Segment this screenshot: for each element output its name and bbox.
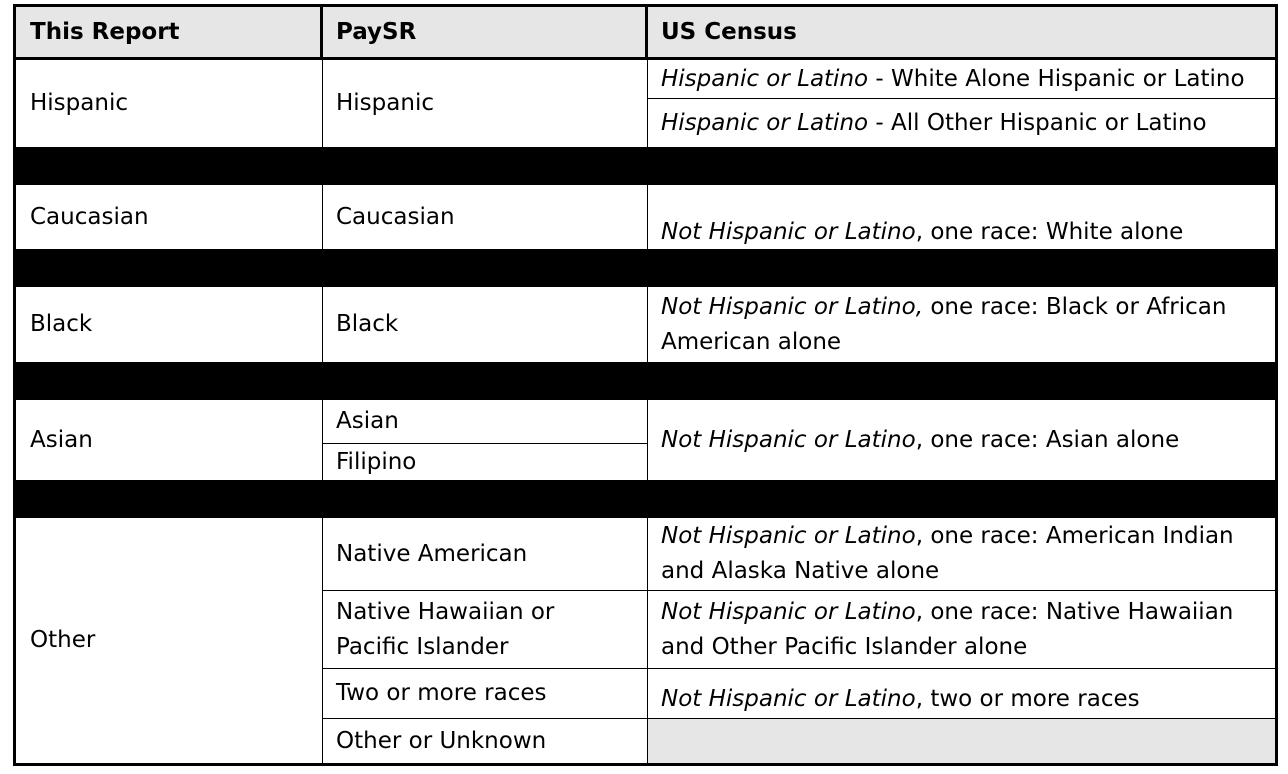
group-separator	[16, 362, 1275, 400]
paysr-asian: Asian	[336, 408, 399, 434]
paysr-native-american: Native American	[336, 540, 528, 567]
census-black	[647, 287, 1275, 362]
row-rule	[322, 443, 647, 444]
census-native-hawaiian	[647, 591, 1275, 668]
census-italic-term: Not Hispanic or Latino	[661, 686, 916, 712]
census-italic-term: Not Hispanic or Latino	[661, 219, 916, 245]
census-text: - White Alone Hispanic or Latino	[868, 65, 1245, 92]
group-separator	[16, 249, 1275, 287]
report-hispanic: Hispanic	[30, 90, 128, 116]
header-this-report: This Report	[16, 7, 322, 57]
census-text: , one race: White alone	[915, 219, 1184, 245]
paysr-caucasian: Caucasian	[336, 204, 455, 230]
census-caucasian	[647, 185, 1275, 249]
empty-census-cell	[647, 719, 1275, 763]
census-text-line1: , one race: American Indian	[915, 523, 1234, 549]
column-rule	[320, 7, 323, 57]
census-text: , two or more races	[915, 686, 1140, 712]
census-text: , one race: Asian alone	[915, 426, 1180, 453]
census-italic-term: Not Hispanic or Latino	[661, 523, 916, 549]
census-hispanic-white	[647, 60, 1275, 98]
header-us-census: US Census	[647, 7, 1275, 57]
census-italic-term: Not Hispanic or Latino,	[661, 293, 924, 320]
group-separator	[16, 480, 1275, 518]
census-text-line2: and Alaska Native alone	[661, 558, 940, 584]
census-text-line2: American alone	[661, 328, 842, 355]
paysr-filipino: Filipino	[336, 448, 417, 475]
report-asian: Asian	[30, 426, 93, 453]
report-black: Black	[30, 311, 93, 337]
paysr-hispanic: Hispanic	[336, 90, 434, 116]
census-text-line1: one race: Black or African	[923, 293, 1227, 320]
paysr-black: Black	[336, 311, 399, 337]
paysr-other-unknown: Other or Unknown	[336, 727, 547, 754]
census-italic-term: Not Hispanic or Latino	[661, 426, 916, 453]
census-italic-term: Hispanic or Latino	[661, 109, 869, 136]
row-rule	[322, 590, 1275, 591]
report-caucasian: Caucasian	[30, 204, 149, 230]
paysr-native-hawaiian	[322, 591, 647, 668]
header-rule	[16, 57, 1275, 60]
census-hispanic-other	[647, 99, 1275, 147]
column-rule	[647, 60, 648, 763]
group-separator	[16, 147, 1275, 185]
census-asian	[647, 400, 1275, 480]
paysr-text-line1: Native Hawaiian or	[336, 598, 555, 625]
census-italic-term: Not Hispanic or Latino	[661, 598, 916, 625]
census-text-line1: , one race: Native Hawaiian	[915, 598, 1234, 625]
race-mapping-table	[13, 4, 1278, 766]
census-italic-term: Hispanic or Latino	[661, 65, 869, 92]
column-rule	[645, 7, 648, 57]
census-two-or-more	[647, 669, 1275, 718]
census-text-line2: and Other Pacific Islander alone	[661, 633, 1028, 660]
row-rule	[322, 668, 1275, 669]
report-other: Other	[30, 627, 96, 653]
paysr-two-or-more: Two or more races	[336, 680, 547, 706]
header-paysr: PaySR	[322, 7, 647, 57]
census-native-american	[647, 518, 1275, 590]
paysr-text-line2: Pacific Islander	[336, 633, 509, 660]
census-text: - All Other Hispanic or Latino	[868, 109, 1207, 136]
column-rule	[322, 60, 323, 763]
row-rule	[647, 98, 1275, 99]
row-rule	[322, 718, 1275, 719]
